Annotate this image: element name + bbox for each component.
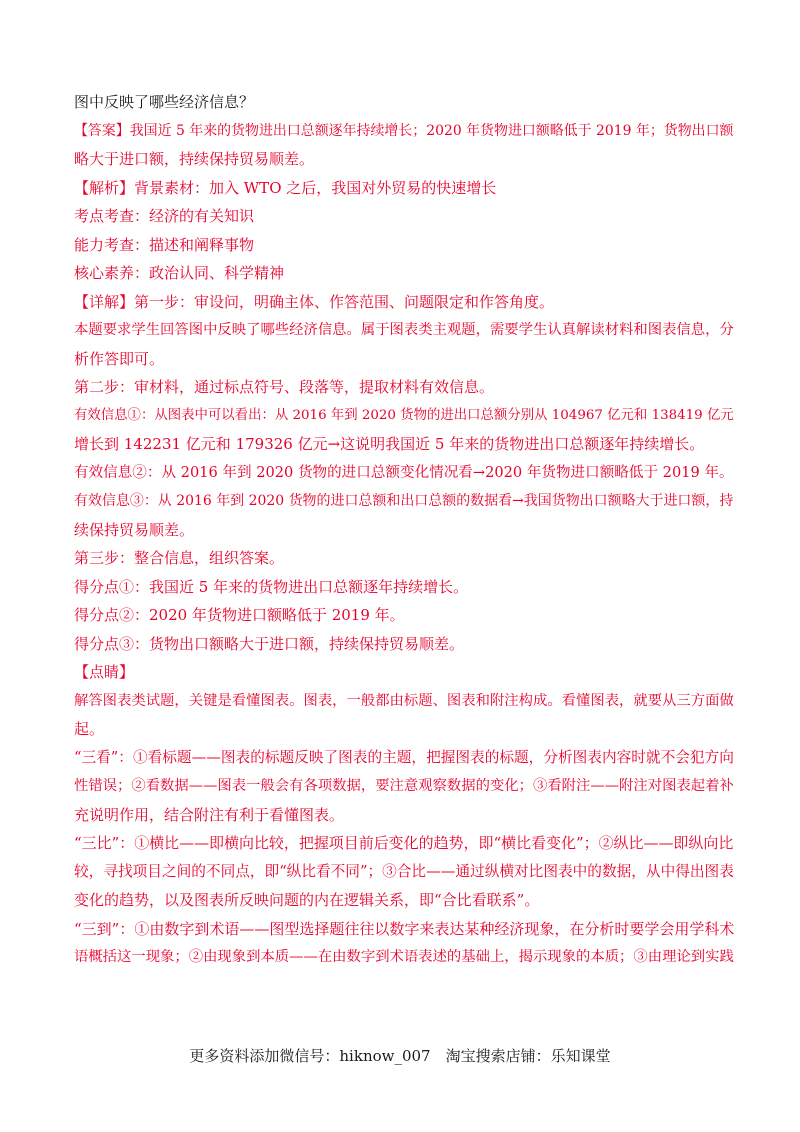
score-point-2: 得分点②：2020 年货物进口额略低于 2019 年。 bbox=[74, 606, 405, 624]
page-footer: 更多资料添加微信号：hiknow_007 淘宝搜索店铺：乐知课堂 bbox=[189, 1047, 611, 1065]
answer-line-1: 【答案】我国近 5 年来的货物进出口总额逐年持续增长；2020 年货物进口额略低于 2019 年；货物出口额 bbox=[74, 122, 734, 139]
question-text: 图中反映了哪些经济信息？ bbox=[74, 93, 255, 111]
info1-line-2: 增长到 142231 亿元和 179326 亿元→这说明我国近 5 年来的货物进出口总额逐年持续增长。 bbox=[74, 435, 705, 453]
step2-line: 第二步：审材料，通过标点符号、段落等，提取材料有效信息。 bbox=[74, 378, 495, 396]
exam-point-line: 考点考查：经济的有关知识 bbox=[74, 207, 255, 225]
ability-line: 能力考查：描述和阐释事物 bbox=[74, 235, 255, 254]
three-compare-line-1: “三比”：①横比——即横向比较，把握项目前后变化的趋势，即“横比看变化”；②纵比——即纵向比 bbox=[74, 834, 734, 852]
info2-line: 有效信息②：从 2016 年到 2020 货物的进口总额变化情况看→2020 年货物进口额略低于 2019 年。 bbox=[74, 463, 734, 481]
info3-line-2: 续保持贸易顺差。 bbox=[74, 520, 195, 539]
info3-line-1: 有效信息③：从 2016 年到 2020 货物的进口总额和出口总额的数据看→我国货物出口额略大于进口额，持 bbox=[74, 493, 734, 509]
tips-line-1: 解答图表类试题，关键是看懂图表。图表，一般都由标题、图表和附注构成。看懂图表，就要从三方面做 bbox=[74, 692, 734, 709]
three-compare-line-2: 较，寻找项目之间的不同点，即“纵比看不同”；③合比——通过纵横对比图表中的数据，从中得出图表 bbox=[74, 862, 734, 880]
detail-para-line-1: 本题要求学生回答图中反映了哪些经济信息。属于图表类主观题，需要学生认真解读材料和图表信息，分 bbox=[74, 322, 734, 338]
info1-line-1: 有效信息①：从图表中可以看出：从 2016 年到 2020 货物的进出口总额分别从 104967 亿元和 138419 亿元 bbox=[74, 407, 734, 423]
three-look-line-2: 性错误；②看数据——图表一般会有各项数据，要注意观察数据的变化；③看附注——附注对图表起着补 bbox=[74, 778, 734, 794]
score-point-3: 得分点③：货物出口额略大于进口额，持续保持贸易顺差。 bbox=[74, 634, 465, 653]
answer-line-2: 略大于进口额，持续保持贸易顺差。 bbox=[74, 150, 315, 168]
document-page bbox=[74, 88, 734, 972]
three-reach-line-2: 语概括这一现象；②由现象到本质——在由数字到术语表述的基础上，揭示现象的本质；③由理论到实践 bbox=[74, 949, 734, 965]
three-look-line-3: 充说明作用，结合附注有利于看懂图表。 bbox=[74, 805, 345, 824]
detail-para-line-2: 析作答即可。 bbox=[74, 349, 165, 368]
tips-heading: 【点睛】 bbox=[74, 663, 135, 681]
score-point-1: 得分点①：我国近 5 年来的货物进出口总额逐年持续增长。 bbox=[74, 577, 469, 596]
three-compare-line-3: 变化的趋势，以及图表所反映问题的内在逻辑关系，即“合比看联系”。 bbox=[74, 891, 540, 909]
literacy-line: 核心素养：政治认同、科学精神 bbox=[74, 264, 285, 282]
three-reach-line-1: “三到”：①由数字到术语——图型选择题往往以数字来表达某种经济现象，在分析时要学会用学科术 bbox=[74, 919, 734, 938]
step3-line: 第三步：整合信息，组织答案。 bbox=[74, 549, 285, 567]
tips-line-2: 起。 bbox=[74, 720, 105, 738]
three-look-line-1: “三看”：①看标题——图表的标题反映了图表的主题，把握图表的标题，分析图表内容时就不会犯方向 bbox=[74, 748, 734, 766]
detail-step1-line: 【详解】第一步：审设问，明确主体、作答范围、问题限定和作答角度。 bbox=[74, 292, 555, 311]
analysis-line: 【解析】背景素材：加入 WTO 之后，我国对外贸易的快速增长 bbox=[74, 178, 497, 197]
